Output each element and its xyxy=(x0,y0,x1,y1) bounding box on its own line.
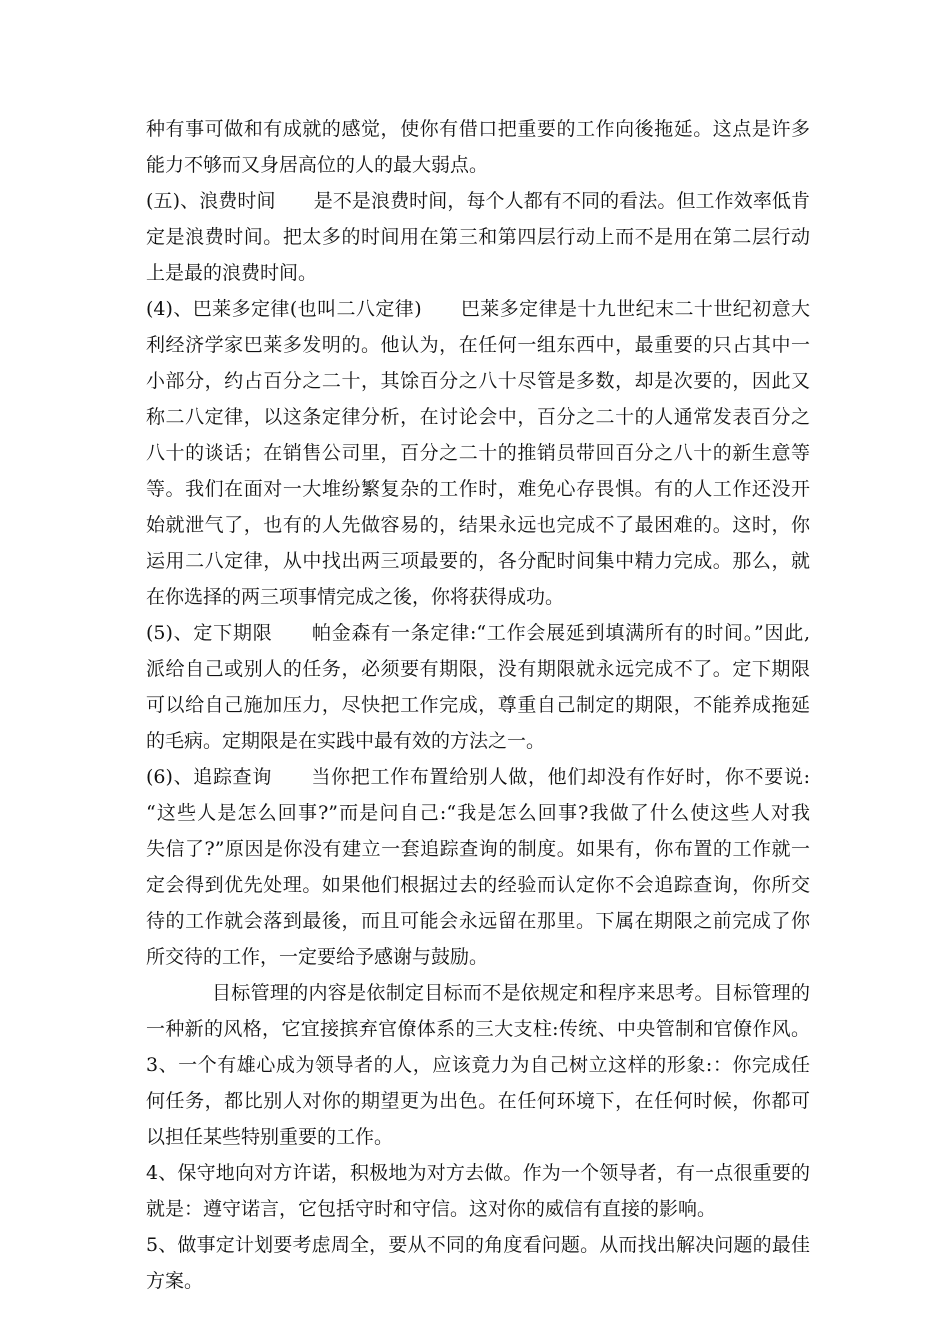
text-line: 以担任某些特别重要的工作。 xyxy=(146,1126,394,1148)
text-line: 定是浪费时间。把太多的时间用在第三和第四层行动上而不是用在第二层行动 xyxy=(146,226,810,248)
text-line: 定会得到优先处理。如果他们根据过去的经验而认定你不会追踪查询，你所交 xyxy=(146,874,810,896)
text-line: 一种新的风格，它宜接摈弃官僚体系的三大支柱:传统、中央管制和官僚作风。 xyxy=(146,1018,810,1040)
text-line: 派给自己或别人的任务，必须要有期限，没有期限就永远完成不了。定下期限 xyxy=(146,658,810,680)
text-line: 利经济学家巴莱多发明的。他认为，在任何一组东西中，最重要的只占其中一 xyxy=(146,334,810,356)
text-line: 运用二八定律，从中找出两三项最要的，各分配时间集中精力完成。那么，就 xyxy=(146,550,810,572)
text-line: 上是最的浪费时间。 xyxy=(146,262,318,284)
text-line: 称二八定律，以这条定律分析，在讨论会中，百分之二十的人通常发表百分之 xyxy=(146,406,810,428)
text-line: 八十的谈话；在销售公司里，百分之二十的推销员带回百分之八十的新生意等 xyxy=(146,442,810,464)
text-line: 小部分，约占百分之二十，其馀百分之八十尽管是多数，却是次要的，因此又 xyxy=(146,370,810,392)
text-line: 等。我们在面对一大堆纷繁复杂的工作时，难免心存畏惧。有的人工作还没开 xyxy=(146,478,810,500)
text-line: 所交待的工作，一定要给予感谢与鼓励。 xyxy=(146,946,489,968)
text-line: 可以给自己施加压力，尽快把工作完成，尊重自己制定的期限，不能养成拖延 xyxy=(146,694,810,716)
text-line: (5)、定下期限 帕金森有一条定律:“工作会展延到填满所有的时间。”因此, xyxy=(146,622,810,644)
text-line: (4)、巴莱多定律(也叫二八定律) 巴莱多定律是十九世纪末二十世纪初意大 xyxy=(146,298,810,320)
text-line: 方案。 xyxy=(146,1270,204,1292)
text-line: (五)、浪费时间 是不是浪费时间，每个人都有不同的看法。但工作效率低肯 xyxy=(146,190,810,212)
text-line: 待的工作就会落到最後，而且可能会永远留在那里。下属在期限之前完成了你 xyxy=(146,910,810,932)
text-line: 3、一个有雄心成为领导者的人，应该竟力为自己树立这样的形象:：你完成任 xyxy=(146,1054,810,1076)
document-body xyxy=(146,111,810,1299)
text-line: 何任务，都比别人对你的期望更为出色。在任何环境下，在任何时候，你都可 xyxy=(146,1090,810,1112)
text-line: 始就泄气了，也有的人先做容易的，结果永远也完成不了最困难的。这时，你 xyxy=(146,514,810,536)
text-line: (6)、追踪查询 当你把工作布置给别人做，他们却没有作好时，你不要说: xyxy=(146,766,810,788)
text-line: 在你选择的两三项事情完成之後，你将获得成功。 xyxy=(146,586,565,608)
text-line: 4、保守地向对方许诺，积极地为对方去做。作为一个领导者，有一点很重要的 xyxy=(146,1162,810,1184)
text-line: 的毛病。定期限是在实践中最有效的方法之一。 xyxy=(146,730,546,752)
text-line: 能力不够而又身居高位的人的最大弱点。 xyxy=(146,154,489,176)
text-line: 失信了?”原因是你没有建立一套追踪查询的制度。如果有，你布置的工作就一 xyxy=(146,838,810,860)
text-line: 就是：遵守诺言，它包括守时和守信。这对你的威信有直接的影响。 xyxy=(146,1198,717,1220)
text-line: 种有事可做和有成就的感觉，使你有借口把重要的工作向後拖延。这点是许多 xyxy=(146,118,810,140)
text-line: 5、做事定计划要考虑周全，要从不同的角度看问题。从而找出解决问题的最佳 xyxy=(146,1234,810,1256)
text-line: 目标管理的内容是依制定目标而不是依规定和程序来思考。目标管理的 xyxy=(212,982,810,1004)
text-line: “这些人是怎么回事?”而是问自己:“我是怎么回事?我做了什么使这些人对我 xyxy=(146,802,810,824)
